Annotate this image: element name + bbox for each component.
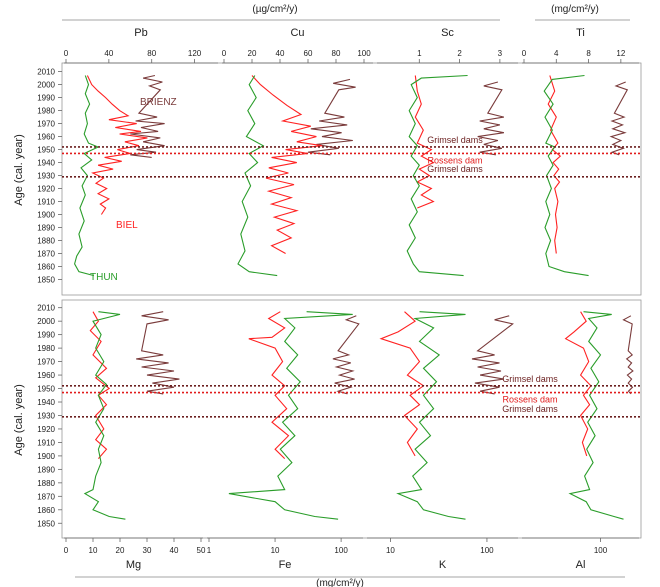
y-tick-label: 1880 [37, 478, 55, 488]
element-panels [64, 27, 639, 571]
panel-ti [522, 27, 639, 276]
event-label: Grimsel dams [502, 373, 558, 384]
x-tick-label: 4 [554, 49, 559, 58]
y-tick-label: 1990 [37, 330, 55, 340]
panel-title: Al [575, 559, 586, 571]
y-tick-label: 1910 [37, 197, 55, 207]
x-tick-label: 0 [221, 49, 227, 58]
x-tick-label: 10 [270, 546, 280, 555]
x-tick-label: 3 [497, 49, 503, 58]
y-tick-label: 1900 [37, 210, 55, 220]
y-tick-label: 1990 [37, 93, 55, 103]
y-tick-label: 2010 [37, 67, 55, 77]
x-tick-label: 0 [521, 49, 527, 58]
panel-cu [222, 27, 373, 276]
series-biel [548, 76, 560, 254]
x-tick-label: 30 [142, 546, 152, 555]
x-tick-label: 40 [169, 546, 179, 555]
label-biel: BIEL [116, 220, 138, 231]
x-tick-label: 100 [593, 546, 608, 555]
y-axis-label-bottom: Age (cal. year) [13, 384, 25, 456]
y-tick-label: 1900 [37, 451, 55, 461]
y-tick-label: 1850 [37, 519, 55, 529]
y-axis-label-top: Age (cal. year) [13, 134, 25, 206]
x-tick-label: 0 [63, 49, 69, 58]
y-tick-label: 1910 [37, 438, 55, 448]
y-tick-label: 1960 [37, 371, 55, 381]
panel-al [522, 312, 639, 571]
event-label: Grimsel dams [427, 163, 483, 174]
event-label: Rossens dam [427, 155, 483, 166]
event-label: Rossens dam [502, 394, 558, 405]
y-axes [37, 68, 62, 529]
panel-k [367, 312, 518, 571]
y-tick-label: 1960 [37, 132, 55, 142]
y-tick-label: 1880 [37, 236, 55, 246]
y-tick-label: 1980 [37, 106, 55, 116]
x-tick-label: 2 [457, 49, 462, 58]
y-tick-label: 1950 [37, 384, 55, 394]
series-biel [381, 312, 423, 456]
y-tick-label: 1930 [37, 411, 55, 421]
series-brienz [308, 79, 356, 154]
y-tick-label: 2000 [37, 80, 55, 90]
series-thun [407, 76, 467, 276]
y-tick-label: 1860 [37, 262, 55, 272]
series-brienz [611, 82, 627, 155]
panel-mg [64, 312, 206, 571]
panel-title: Ti [576, 27, 585, 39]
x-tick-label: 80 [331, 49, 341, 58]
x-tick-label: 12 [616, 49, 626, 58]
x-tick-label: 8 [586, 49, 591, 58]
x-tick-label: 1 [206, 546, 212, 555]
panel-title: K [438, 559, 447, 571]
units-top-right: (mg/cm²/y) [551, 4, 599, 15]
x-tick-label: 40 [275, 49, 285, 58]
x-tick-label: 100 [334, 546, 348, 555]
panel-title: Sc [441, 27, 454, 39]
y-tick-label: 1950 [37, 145, 55, 155]
x-tick-label: 1 [417, 49, 422, 58]
series-biel [87, 76, 147, 215]
event-label: Grimsel dams [427, 134, 483, 145]
y-tick-label: 1870 [37, 492, 55, 502]
panel-title: Pb [134, 27, 148, 39]
panel-sc [377, 27, 518, 276]
x-tick-label: 100 [357, 49, 371, 58]
y-tick-label: 1970 [37, 357, 55, 367]
y-tick-label: 1980 [37, 344, 55, 354]
series-thun [570, 312, 623, 520]
series-thun [544, 76, 588, 276]
series-brienz [624, 316, 633, 394]
series-biel [252, 76, 322, 254]
series-thun [75, 76, 99, 276]
panel-fe [207, 312, 363, 571]
series-thun [229, 312, 353, 520]
bottom-plot-frame [62, 300, 641, 538]
panel-pb [64, 27, 218, 276]
y-tick-label: 1970 [37, 119, 55, 129]
series-brienz [333, 316, 359, 394]
units-bottom: (mg/cm²/y) [316, 578, 364, 587]
panel-title: Cu [290, 27, 305, 39]
x-tick-label: 100 [480, 546, 494, 555]
panel-title: Mg [125, 559, 142, 571]
x-tick-label: 60 [303, 49, 313, 58]
y-tick-label: 1940 [37, 158, 55, 168]
y-tick-label: 1860 [37, 505, 55, 515]
x-tick-label: 10 [385, 546, 395, 555]
y-tick-label: 1940 [37, 398, 55, 408]
x-tick-label: 40 [104, 49, 114, 58]
x-tick-label: 0 [63, 546, 69, 555]
x-tick-label: 20 [115, 546, 125, 555]
label-thun: THUN [90, 272, 118, 283]
series-biel [566, 312, 591, 456]
y-tick-label: 1870 [37, 249, 55, 259]
x-tick-label: 20 [247, 49, 257, 58]
series-thun [85, 312, 126, 520]
event-label: Grimsel dams [502, 403, 558, 414]
panel-title: Fe [278, 559, 292, 571]
label-brienz: BRIENZ [140, 97, 177, 108]
y-tick-label: 1850 [37, 275, 55, 285]
y-tick-label: 2010 [37, 303, 55, 313]
series-brienz [136, 312, 179, 394]
y-tick-label: 1920 [37, 424, 55, 434]
y-tick-label: 1890 [37, 465, 55, 475]
y-tick-label: 1930 [37, 171, 55, 181]
x-tick-label: 50 [196, 546, 206, 555]
x-tick-label: 80 [147, 49, 157, 58]
units-top-left: (µg/cm²/y) [252, 4, 298, 15]
series-thun [398, 312, 465, 520]
y-tick-label: 2000 [37, 317, 55, 327]
y-tick-label: 1890 [37, 223, 55, 233]
y-tick-label: 1920 [37, 184, 55, 194]
x-tick-label: 10 [88, 546, 98, 555]
x-tick-label: 120 [187, 49, 202, 58]
